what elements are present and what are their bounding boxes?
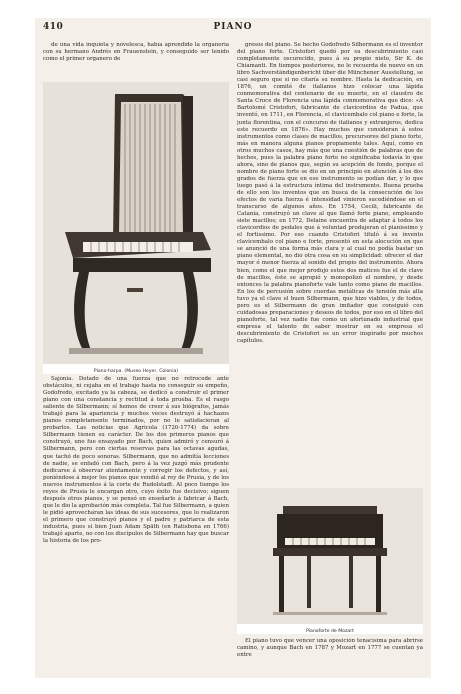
- mozart-pianoforte-illustration: [237, 488, 423, 624]
- right-column-bottom: [237, 638, 423, 674]
- left-column-top: [43, 42, 229, 80]
- left-column-bottom-text: Sajonia. Dotado de una fuerza que no retrocede ante obstáculos, ni cejaba en el trabajo hasta no conseguir su empeño, Godofredo, excitado ya la cabeza, se dedicó a construir el primer piano con una constancia y rectitud á toda prueba. Es el rasgo saliente de Silbermann; sí hemos de creer á sus biógrafos, jamás trabajó para la apariencia y muchos veces destruyó á hachazos pianos completamente terminados, por no le satisfacieran al probarlos. Las noticias que Agricola (1720-1774) da sobre Silbermann tienen su carácter. De los dos primeros pianos que construyó, uno fue ensayado por Bach, quien admiró y censuró á Silbermann, pero con ciertas reservas para las octavas agudas, que tachó de poco sonoras. Silbermann, que no admitía lecciones de nadie, se enfadó con Bach, pero á la vez juzgó más prudente dedicarse á observar atentamente y corregir los defectos, y así, poniéndose á mejor los pianos que vendió al rey de Prusia, y de los nuevos instrumentos á la corte de Rudolstadt. Al poco tiempo los reyes de Prusia le encargan otro, cuyo éxito fue decisivo; siguen después otros pianos, y se pensó en enseñarle á fabricar á Bach, que le dio la aprobación más completa. Tal fue Silbermann, a quien le pidió aprovecharan las ideas de sus sucesores, que lo realizaron el primero que construyó pianos y el padre y patriarca de esta industria, pues si bien Juan Adam Späth (en Ratisbona en 1766) trabajó aparte, no con los discípulos de Silbermann hay que buscar la historia de los pro-: [43, 376, 229, 545]
- figure-piano-harp: [43, 82, 229, 374]
- right-column-top-text: gresos del piano. Se hecho Godofredo Silbermann es el inventor del piano forte. Cristofori quedó por su descubrimiento casi completamente oscurecido, pues á su propio nieto, Sir K. de Chiamanti. En tiempos posteriores, no le recuerda de nuevo en un libro Sachverständigenbericht über die Münchener Ausstellung, se casi seguro que si no citaría su nombre. Hasta la dedicación, en 1876, un comité de italianos hizo colocar una lápida conmemorativa del centenario de su muerte, en el claustro de Santa Croce de Florencia una lápida conmemorativa que dice: «A Bartolomé Cristofori, fabricante de clavicordios de Padua, que inventó, en 1711, en Florencia, el clavicembalo col piano e forte, la junta florentina, con el concurso de italianos y extranjeros, dedica este recuerdo en 1876». Hay muchos que consideran á estos instrumentos como clases de macillos, precursores del piano forte, más en manera alguna pianos propiamente tales. Aquí, como en otros muchos casos, hay más que una cuestión de palabras que de hechos, pues la palabra piano forte no significaba todavía lo que ahora, sino de pianos que, según su acepción de fondo, porque el nombre de piano forte se dio en un principio en atención á los dos grados de fuerza que en ese instrumento se podían dar, y lo que luego pasó á la estructura íntima del instrumento. Buena prueba de ello son los inventos que en busca de la consecución de los efectos de varia fuerza é intensidad vinieron sucediéndose en el transcurso de algunos años. En 1754, Cecili, fabricante de Catania, construyó un clave al que llamó forte piano, empleando siete macillos; en 1772, Delaine encuentra de adaptar á todos los clavicordios de pedales que á voluntad produjeran el pianissimo y el fortissimo. Por eso cuando Cristofori tituló á su invento clavicembalo col piano e forte, presentó en esta alocución en que se anunció de una forma más clara y al cual no podía bastar un piano elemental, no dio otra cosa en su simplicidad: ofrecer el dar mayor ó menor fuerza al sonido del propio del instrumento. Ahora bien, como el que mejor produjo estos dos matices fue el de clave de macillos, éste se apropió y monopolizó el nombre, y desde entonces la palabra pianoforte vale tanto como piano de macillos. En los de percusión sobre cuerdas metálicas de tensión más alta tuvo ya el clave el buen Silbermann, que hizo viables, y de todos, pero es el Silbermann de gran imitador que consiguió con cuidadosas preparaciones y deseos de todos, por eso en el libro del pianoforte, tal vez nadie fue como un afortunado industrial que empresa el talento de saber mostrar en su empresa el descubrimiento de Cristofori es un error inspirado por muchos capítulos.: [237, 42, 423, 344]
- running-head: [43, 22, 423, 36]
- mozart-pianoforte-drawing: [237, 488, 423, 624]
- left-column-bottom: [43, 376, 229, 676]
- figure-caption-mozart: Pianoforte de Mozart: [306, 629, 354, 634]
- piano-harp-drawing: [43, 82, 229, 364]
- figure-mozart-pianoforte: [237, 488, 423, 634]
- page-number: 410: [43, 22, 64, 32]
- page-sheet: [35, 18, 431, 678]
- right-column-top: [237, 42, 423, 484]
- right-column-bottom-text: El piano tuvo que vencer una oposición tenacísima para abrirse camino, y aunque Bach en 1787 y Mozart en 1777 se cuentan ya entre: [237, 638, 423, 659]
- left-column-top-text: de una vida inquieta y novelesca, había aprendido la organería con su hermano Andrés en Frauenstein, y conseguido ser tenido como el primer organero de: [43, 42, 229, 63]
- figure-caption-piano-harp: Piano-harpa. (Museo Heyer, Colonia): [93, 369, 179, 374]
- piano-harp-illustration: [43, 82, 229, 364]
- running-title: PIANO: [213, 22, 253, 32]
